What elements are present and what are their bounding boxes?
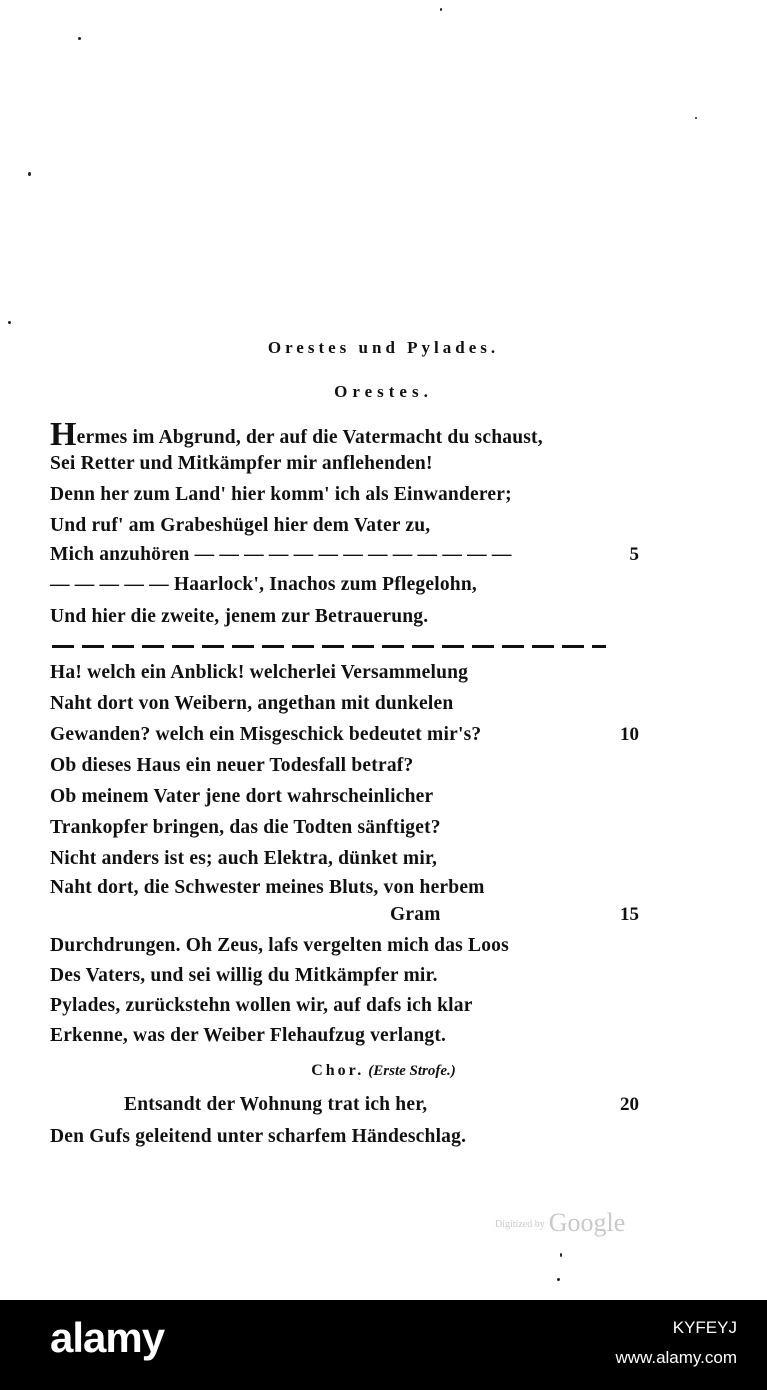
- verse-line: Gewanden? welch ein Misgeschick bedeutet mir's?: [50, 724, 482, 745]
- verse-line: Ob dieses Haus ein neuer Todesfall betraf?: [50, 755, 414, 776]
- verse-line: Entsandt der Wohnung trat ich her,: [124, 1094, 428, 1115]
- alamy-logo: alamy: [50, 1314, 165, 1361]
- watermark-prefix: Digitized by: [495, 1219, 545, 1230]
- ink-speck: [8, 321, 11, 324]
- verse-line: Ha! welch ein Anblick! welcherlei Versammelung: [50, 662, 469, 683]
- chorus-label: Chor.: [311, 1062, 365, 1079]
- verse-line: Hermes im Abgrund, der auf die Vatermacht du schaust,: [50, 416, 543, 453]
- play-title: Orestes und Pylades.: [267, 338, 500, 357]
- site-url: www.alamy.com: [615, 1348, 737, 1367]
- verse-line: Durchdrungen. Oh Zeus, lafs vergelten mich das Loos: [50, 935, 509, 956]
- verse-line: Den Gufs geleitend unter scharfem Händeschlag.: [50, 1126, 467, 1147]
- ink-speck: [440, 8, 442, 11]
- ink-speck: [28, 172, 31, 176]
- verse-line-continuation: Gram: [390, 904, 441, 925]
- line-number: 5: [629, 544, 639, 565]
- verse-line: Denn her zum Land' hier komm' ich als Einwanderer;: [50, 484, 512, 505]
- digitized-watermark: [495, 1208, 625, 1238]
- line-number: 20: [620, 1094, 639, 1115]
- verse-line: Des Vaters, und sei willig du Mitkämpfer mir.: [50, 965, 438, 986]
- verse-line: Nicht anders ist es; auch Elektra, dünket mir,: [50, 848, 438, 869]
- omission-dashes: [52, 645, 606, 648]
- verse-line: Erkenne, was der Weiber Flehaufzug verlangt.: [50, 1025, 447, 1046]
- ink-speck: [78, 37, 81, 40]
- verse-line: Sei Retter und Mitkämpfer mir anflehenden!: [50, 453, 433, 474]
- stock-footer-bar: [0, 1300, 767, 1390]
- verse-line: — — — — — Haarlock', Inachos zum Pflegelohn,: [50, 574, 477, 595]
- drop-cap: H: [50, 416, 77, 453]
- image-code: KYFEYJ: [672, 1318, 737, 1337]
- ink-speck: [695, 117, 697, 119]
- verse-line: Und hier die zweite, jenem zur Betrauerung.: [50, 606, 429, 627]
- verse-line: Naht dort, die Schwester meines Bluts, von herbem: [50, 877, 485, 898]
- line-number: 10: [620, 724, 639, 745]
- chorus-subtitle: (Erste Strofe.): [368, 1063, 456, 1079]
- ink-speck: [557, 1278, 560, 1281]
- verse-line: Naht dort von Weibern, angethan mit dunkelen: [50, 693, 454, 714]
- verse-line: Mich anzuhören — — — — — — — — — — — — —: [50, 544, 512, 565]
- verse-line: Und ruf' am Grabeshügel hier dem Vater zu,: [50, 515, 431, 536]
- watermark-brand: Google: [548, 1208, 626, 1237]
- ink-speck: [560, 1253, 562, 1257]
- chorus-heading: [0, 1062, 767, 1080]
- speaker-heading: Orestes.: [334, 382, 433, 401]
- verse-line: Ob meinem Vater jene dort wahrscheinlicher: [50, 786, 434, 807]
- verse-line: Pylades, zurückstehn wollen wir, auf dafs ich klar: [50, 995, 473, 1016]
- line-number: 15: [620, 904, 639, 925]
- verse-line: Trankopfer bringen, das die Todten sänftiget?: [50, 817, 441, 838]
